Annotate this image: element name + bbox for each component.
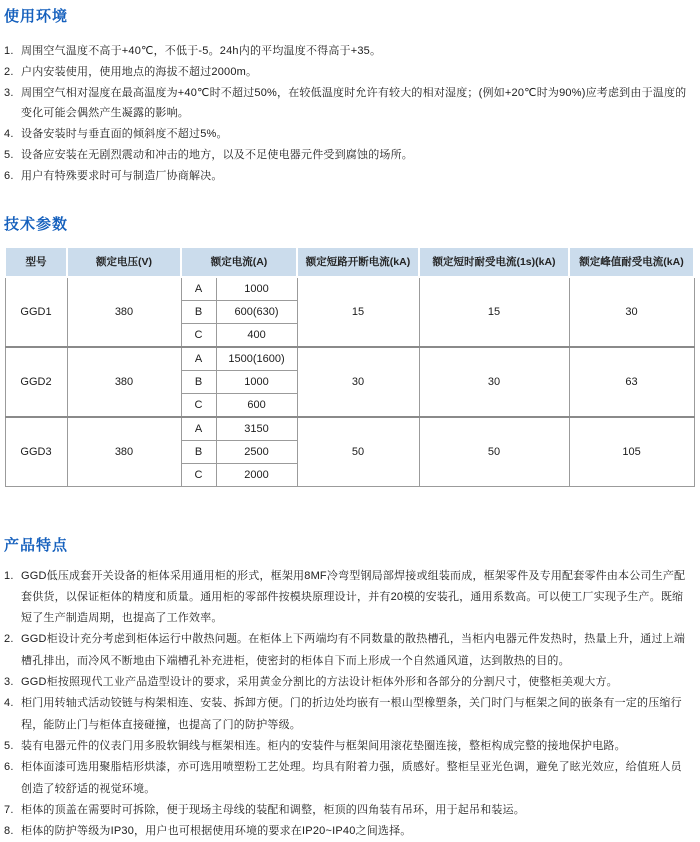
cell-current-value: 2500 [216,440,297,463]
header-rated-current: 额定电流(A) [181,247,297,277]
cell-model: GGD3 [5,417,67,487]
item-text: 柜体面漆可选用聚脂桔形烘漆，亦可选用喷塑粉工艺处理。均具有附着力强，质感好。整柜呈亚光色调，避免了眩光效应，给值班人员创造了较舒适的视觉环境。 [21,761,682,795]
cell-voltage: 380 [67,277,181,347]
cell-current-value: 600(630) [216,300,297,323]
item-number: 8. [4,825,14,838]
product-features-list [4,566,692,842]
item-text: 用户有特殊要求时可与制造厂协商解决。 [21,169,223,182]
section-title-usage: 使用环境 [4,8,69,25]
item-number: 4. [4,128,14,141]
item-number: 4. [4,697,14,710]
item-number: 5. [4,148,14,161]
cell-current-value: 1000 [216,277,297,301]
cell-current-value: 400 [216,323,297,347]
item-number: 3. [4,86,14,99]
item-number: 6. [4,761,14,774]
cell-current-letter: C [181,393,216,417]
table-header-row [5,247,694,277]
cell-current-letter: B [181,300,216,323]
cell-withstand: 50 [419,417,569,487]
cell-current-letter: B [181,370,216,393]
usage-item [4,83,692,125]
cell-current-letter: C [181,323,216,347]
cell-model: GGD2 [5,347,67,417]
cell-peak: 30 [569,277,694,347]
item-number: 5. [4,739,14,752]
cell-breaking: 15 [297,277,419,347]
item-number: 6. [4,169,14,182]
feature-item [4,566,692,630]
table-row [5,347,694,371]
cell-breaking: 30 [297,347,419,417]
header-breaking-current: 额定短路开断电流(kA) [297,247,419,277]
item-text: GGD柜按照现代工业产品造型设计的要求，采用黄金分割比的方法设计柜体外形和各部分的分割尺寸，使整柜美观大方。 [21,676,618,689]
usage-item [4,145,692,166]
table-row [5,277,694,301]
item-text: GGD低压成套开关设备的柜体采用通用柜的形式，框架用8MF冷弯型钢局部焊接或组装而成，框架零件及专用配套零件由本公司生产配套供货，以保证柜体的精度和质量。通用柜的零部件按模块原理设计，并有20模的安装孔，通用系数高。可以使工厂实现予生产。既缩短了生产制造周期，也提高了工作效率。 [21,569,686,625]
cell-current-letter: A [181,347,216,371]
usage-environment-list [4,41,692,187]
item-text: 周围空气相对湿度在最高温度为+40℃时不超过50%，在较低温度时允许有较大的相对湿度；(例如+20℃时为90%)应考虑到由于温度的变化可能会偶然产生凝露的影响。 [21,86,687,120]
cell-peak: 63 [569,347,694,417]
feature-item [4,693,692,736]
table-row [5,417,694,441]
cell-current-letter: B [181,440,216,463]
feature-item [4,672,692,693]
cell-peak: 105 [569,417,694,487]
feature-item [4,757,692,800]
item-text: 户内安装使用，使用地点的海拔不超过2000m。 [21,65,258,78]
item-text: 周围空气温度不高于+40℃，不低于-5。24h内的平均温度不得高于+35。 [21,45,382,57]
cell-current-value: 600 [216,393,297,417]
feature-item [4,800,692,821]
cell-model: GGD1 [5,277,67,347]
usage-item [4,62,692,83]
cell-withstand: 15 [419,277,569,347]
header-withstand-current: 额定短时耐受电流(1s)(kA) [419,247,569,277]
cell-current-letter: A [181,417,216,441]
header-model: 型号 [5,247,67,277]
item-text: 装有电器元件的仪表门用多股软铜线与框架相连。柜内的安装件与框架间用滚花垫圈连接，整柜构成完整的接地保护电路。 [21,739,626,752]
cell-current-value: 1000 [216,370,297,393]
item-text: 设备应安装在无剧烈震动和冲击的地方，以及不足使电器元件受到腐蚀的场所。 [21,148,413,161]
feature-item [4,821,692,842]
usage-item [4,166,692,187]
cell-withstand: 30 [419,347,569,417]
feature-item [4,629,692,672]
feature-item [4,736,692,757]
usage-item [4,124,692,145]
cell-voltage: 380 [67,417,181,487]
tech-params-table [4,246,695,487]
item-text: 柜体的顶盖在需要时可拆除，便于现场主母线的装配和调整，柜顶的四角装有吊环，用于起吊和装运。 [21,803,525,816]
section-title-features: 产品特点 [4,536,69,554]
item-number: 2. [4,633,14,646]
item-number: 7. [4,803,14,816]
item-number: 2. [4,65,14,78]
cell-breaking: 50 [297,417,419,487]
item-number: 3. [4,676,14,689]
cell-current-value: 1500(1600) [216,347,297,371]
item-text: 柜门用转轴式活动铰链与构架相连、安装、拆卸方便。门的折边处均嵌有一根山型橡塑条，关门时门与框架之间的嵌条有一定的压缩行程，能防止门与柜体直接碰撞，也提高了门的防护等级。 [21,697,682,731]
item-text: 设备安装时与垂直面的倾斜度不超过5%。 [21,128,228,141]
item-number: 1. [4,45,14,57]
cell-voltage: 380 [67,347,181,417]
cell-current-letter: C [181,463,216,486]
section-title-tech-params: 技术参数 [4,215,69,233]
item-text: GGD柜设计充分考虑到柜体运行中散热问题。在柜体上下两端均有不同数量的散热槽孔，当柜内电器元件发热时，热量上升，通过上端槽孔排出，而冷风不断地由下端槽孔补充进柜，使密封的柜体自下而上形成一个自然通风道，达到散热的目的。 [21,633,686,667]
cell-current-value: 2000 [216,463,297,486]
usage-item [4,41,692,62]
cell-current-value: 3150 [216,417,297,441]
item-text: 柜体的防护等级为IP30，用户也可根据使用环境的要求在IP20~IP40之间选择。 [21,825,412,838]
header-rated-voltage: 额定电压(V) [67,247,181,277]
item-number: 1. [4,569,14,582]
header-peak-current: 额定峰值耐受电流(kA) [569,247,694,277]
cell-current-letter: A [181,277,216,301]
